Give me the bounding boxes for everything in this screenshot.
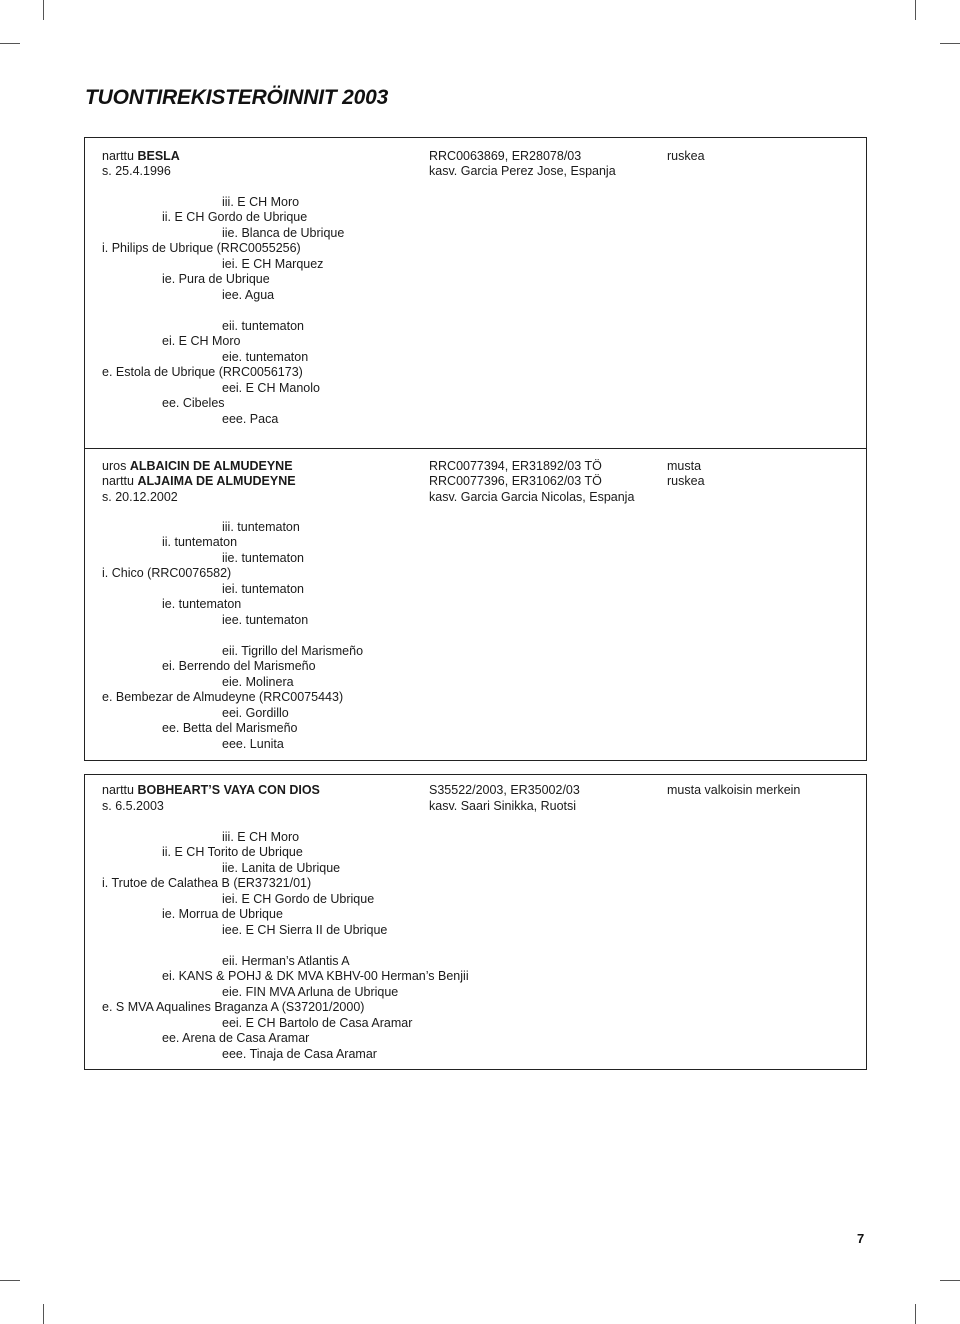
pedigree-line: eii. Herman’s Atlantis A — [222, 954, 350, 968]
pedigree-line: eie. FIN MVA Arluna de Ubrique — [222, 985, 399, 999]
pedigree-line: ii. tuntematon — [162, 535, 238, 549]
registration-entry — [84, 774, 867, 1070]
pedigree-line: eei. E CH Manolo — [222, 381, 320, 395]
dog-color: ruskea — [667, 474, 705, 488]
dog-prefix: narttu — [102, 474, 134, 488]
pedigree-line: i. Philips de Ubrique (RRC0055256) — [102, 241, 301, 255]
dog-name: BOBHEART’S VAYA CON DIOS — [137, 783, 320, 797]
pedigree-line: ie. tuntematon — [162, 597, 242, 611]
pedigree-line: iii. E CH Moro — [222, 830, 300, 844]
pedigree-line: eee. Tinaja de Casa Aramar — [222, 1047, 377, 1061]
pedigree-line: eie. Molinera — [222, 675, 294, 689]
crop-mark-bottom-left — [43, 1304, 44, 1324]
pedigree-line: ie. Pura de Ubrique — [162, 272, 270, 286]
birth-date: s. 20.12.2002 — [102, 490, 178, 504]
pedigree-line: iie. Lanita de Ubrique — [222, 861, 341, 875]
pedigree-line: ee. Cibeles — [162, 396, 225, 410]
dog-prefix: uros — [102, 459, 127, 473]
registration-entry — [84, 448, 867, 761]
breeder: kasv. Garcia Garcia Nicolas, Espanja — [429, 490, 635, 504]
pedigree-line: i. Chico (RRC0076582) — [102, 566, 232, 580]
pedigree-line: e. Estola de Ubrique (RRC0056173) — [102, 365, 303, 379]
page-number: 7 — [857, 1231, 865, 1246]
dog-color: musta — [667, 459, 702, 473]
pedigree-line: e. Bembezar de Almudeyne (RRC0075443) — [102, 690, 344, 704]
dog-prefix: narttu — [102, 783, 134, 797]
crop-mark-top-left — [43, 0, 44, 20]
pedigree-line: i. Trutoe de Calathea B (ER37321/01) — [102, 876, 312, 890]
birth-date: s. 25.4.1996 — [102, 164, 171, 178]
pedigree-line: iei. tuntematon — [222, 582, 304, 596]
pedigree-line: ie. Morrua de Ubrique — [162, 907, 283, 921]
pedigree-line: e. S MVA Aqualines Braganza A (S37201/2000) — [102, 1000, 365, 1014]
pedigree-line: ii. E CH Torito de Ubrique — [162, 845, 303, 859]
pedigree-line: eii. tuntematon — [222, 319, 304, 333]
pedigree-line: ii. E CH Gordo de Ubrique — [162, 210, 308, 224]
dog-line — [102, 459, 293, 475]
pedigree-line: eie. tuntematon — [222, 350, 309, 364]
dog-color: ruskea — [667, 149, 705, 163]
pedigree-line: ee. Betta del Marismeño — [162, 721, 298, 735]
dog-name: ALJAIMA DE ALMUDEYNE — [137, 474, 296, 488]
crop-mark-right-top — [940, 43, 960, 44]
pedigree-line: iii. E CH Moro — [222, 195, 300, 209]
crop-mark-bottom-right — [915, 1304, 916, 1324]
pedigree-line: ei. E CH Moro — [162, 334, 241, 348]
pedigree-line: ee. Arena de Casa Aramar — [162, 1031, 310, 1045]
pedigree-line: iie. Blanca de Ubrique — [222, 226, 345, 240]
crop-mark-left-top — [0, 43, 20, 44]
breeder: kasv. Saari Sinikka, Ruotsi — [429, 799, 577, 813]
dog-name: ALBAICIN DE ALMUDEYNE — [129, 459, 293, 473]
pedigree-line: eei. Gordillo — [222, 706, 289, 720]
dog-prefix: narttu — [102, 149, 134, 163]
pedigree-line: iee. E CH Sierra II de Ubrique — [222, 923, 388, 937]
breeder: kasv. Garcia Perez Jose, Espanja — [429, 164, 616, 178]
registration-number: RRC0063869, ER28078/03 — [429, 149, 582, 163]
registration-number: RRC0077394, ER31892/03 TÖ — [429, 459, 602, 473]
registration-number: S35522/2003, ER35002/03 — [429, 783, 580, 797]
dog-color: musta valkoisin merkein — [667, 783, 801, 797]
pedigree-line: iee. Agua — [222, 288, 275, 302]
dog-name: BESLA — [137, 149, 180, 163]
page-title: TUONTIREKISTERÖINNIT 2003 — [85, 86, 389, 109]
pedigree-line: ei. KANS & POHJ & DK MVA KBHV-00 Herman’s Benjii — [162, 969, 469, 983]
crop-mark-top-right — [915, 0, 916, 20]
birth-date: s. 6.5.2003 — [102, 799, 164, 813]
dog-line — [102, 783, 320, 799]
crop-mark-left-bottom — [0, 1280, 20, 1281]
pedigree-line: iei. E CH Marquez — [222, 257, 324, 271]
crop-mark-right-bottom — [940, 1280, 960, 1281]
pedigree-line: iie. tuntematon — [222, 551, 304, 565]
pedigree-line: eee. Paca — [222, 412, 279, 426]
pedigree-line: eei. E CH Bartolo de Casa Aramar — [222, 1016, 413, 1030]
pedigree-line: iei. E CH Gordo de Ubrique — [222, 892, 375, 906]
dog-line — [102, 149, 180, 165]
dog-line — [102, 474, 296, 490]
registration-entry — [84, 137, 867, 449]
pedigree-line: ei. Berrendo del Marismeño — [162, 659, 316, 673]
pedigree-line: iee. tuntematon — [222, 613, 309, 627]
pedigree-line: eee. Lunita — [222, 737, 284, 751]
pedigree-line: eii. Tigrillo del Marismeño — [222, 644, 364, 658]
registration-number: RRC0077396, ER31062/03 TÖ — [429, 474, 602, 488]
pedigree-line: iii. tuntematon — [222, 520, 300, 534]
